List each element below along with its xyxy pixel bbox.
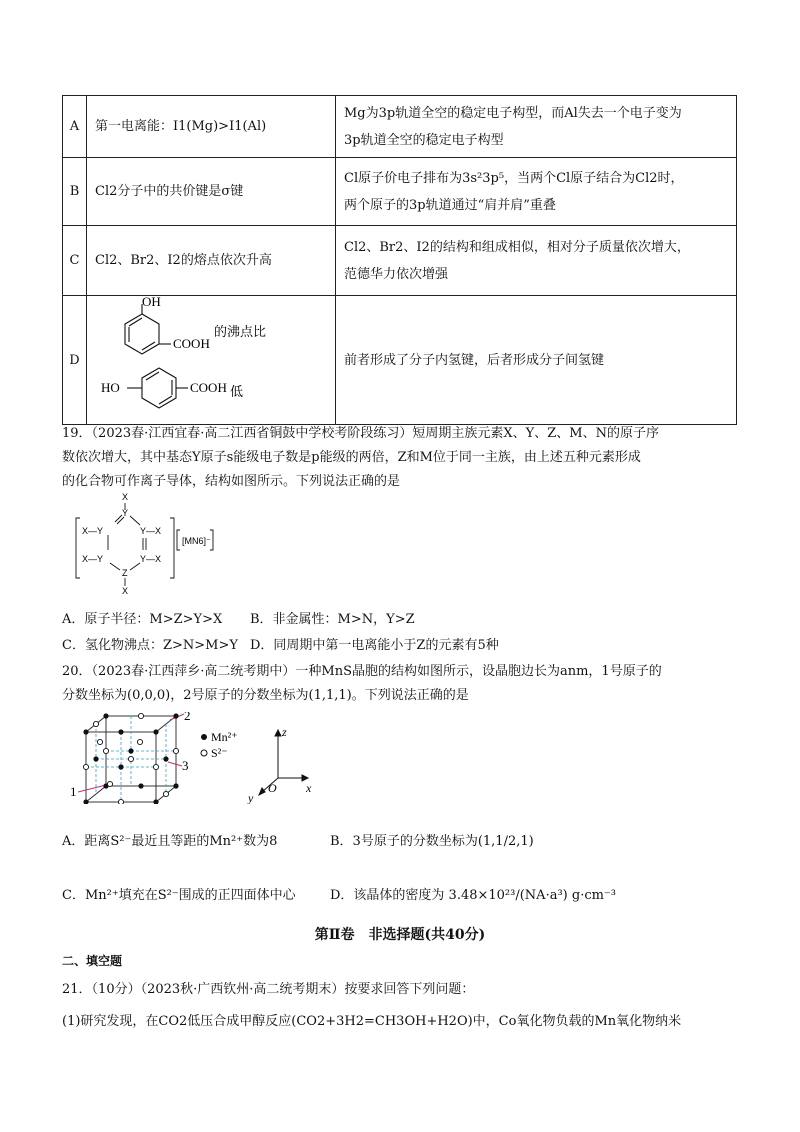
- q20-line: 20．（2023春·江西萍乡·高二统考期中）一种MnS晶胞的结构如图所示，设晶胞边长为anm，1号原子的: [62, 664, 662, 679]
- cooh-label: COOH: [173, 336, 210, 351]
- q19-option-a: A．原子半径：M>Z>Y>X: [62, 612, 223, 627]
- section-heading: 二、填空题: [62, 954, 123, 968]
- reason-line: Mg为3p轨道全空的稳定电子构型，而Al失去一个电子变为: [344, 105, 682, 121]
- reason-line: 前者形成了分子内氢键，后者形成分子间氢键: [344, 352, 605, 368]
- q20-option-a: A．距离S²⁻最近且等距的Mn²⁺数为8: [62, 834, 278, 849]
- ionic-structure-diagram: [70, 490, 230, 600]
- atom-1-label: 1: [70, 784, 77, 799]
- atom-xy: X—Y: [82, 526, 104, 536]
- oh-label: OH: [142, 296, 161, 309]
- q21-line: 21．（10分）（2023秋·广西钦州·高二统考期末）按要求回答下列问题：: [62, 982, 475, 997]
- q19-line: 19．（2023春·江西宜春·高二江西省铜鼓中学校考阶段练习）短周期主族元素X、Y、Z、M、N的原子序: [62, 426, 659, 441]
- legend-s: S²⁻: [211, 746, 228, 760]
- reason-line: 3p轨道全空的稳定电子构型: [344, 132, 504, 148]
- q19-line: 的化合物可作离子导体，结构如图所示。下列说法正确的是: [62, 474, 401, 489]
- atom-xy: X—Y: [82, 554, 104, 564]
- q21-line: (1)研究发现，在CO2低压合成甲醇反应(CO2+3H2=CH3OH+H2O)中，Co氧化物负载的Mn氧化物纳米: [62, 1014, 682, 1029]
- q19-option-c: C．氢化物沸点：Z>N>M>Y: [62, 638, 238, 653]
- row-reason: [336, 296, 737, 425]
- reason-line: 范德华力依次增强: [344, 266, 449, 282]
- reason-line: Cl2、Br2、I2的结构和组成相似，相对分子质量依次增大，: [344, 239, 690, 255]
- legend-mn: Mn²⁺: [211, 730, 238, 744]
- comparison-text: 的沸点比: [214, 325, 267, 340]
- benzoic-acid-structures: [87, 296, 335, 414]
- row-reason: [336, 158, 737, 226]
- axis-y: y: [248, 791, 254, 804]
- mns-unit-cell-diagram: [70, 712, 330, 804]
- q20-option-b: B．3号原子的分数坐标为(1,1/2,1): [330, 834, 534, 849]
- section-title: 第Ⅱ卷 非选择题(共40分): [314, 927, 486, 943]
- q20-line: 分数坐标为(0,0,0)，2号原子的分数坐标为(1,1,1)。下列说法正确的是: [62, 688, 469, 703]
- row-key: B: [63, 158, 87, 226]
- table-row: [63, 226, 737, 296]
- low-text: 低: [230, 385, 244, 400]
- table-row: [63, 96, 737, 158]
- atom-yx: Y—X: [140, 526, 162, 536]
- atom-y: Y: [122, 508, 129, 518]
- q19-option-d: D．同周期中第一电离能小于Z的元素有5种: [250, 638, 499, 653]
- row-key: A: [63, 96, 87, 158]
- reason-line: 两个原子的3p轨道通过“肩并肩”重叠: [344, 197, 556, 213]
- axis-x: x: [306, 781, 312, 795]
- table-row: [63, 296, 737, 425]
- options-table: [62, 95, 737, 425]
- atom-3-label: 3: [182, 758, 189, 773]
- row-key: D: [63, 296, 87, 425]
- row-statement: 第一电离能：I1(Mg)>I1(Al): [87, 96, 336, 158]
- row-key: C: [63, 226, 87, 296]
- q19-line: 数依次增大，其中基态Y原子s能级电子数是p能级的两倍，Z和M位于同一主族，由上述五种元素形成: [62, 450, 641, 465]
- table-row: [63, 158, 737, 226]
- row-statement-structures: [87, 296, 336, 425]
- row-reason: [336, 226, 737, 296]
- cooh-label: COOH: [190, 380, 227, 395]
- atom-z: Z: [122, 568, 128, 578]
- reason-line: Cl原子价电子排布为3s²3p⁵，当两个Cl原子结合为Cl2时，: [344, 170, 684, 186]
- atom-x: X: [122, 586, 129, 596]
- q20-option-d: D．该晶体的密度为 3.48×10²³/(NA·a³) g·cm⁻³: [330, 888, 617, 903]
- axis-o: O: [268, 781, 277, 795]
- q20-option-c: C．Mn²⁺填充在S²⁻围成的正四面体中心: [62, 888, 296, 903]
- row-statement: Cl2分子中的共价键是σ键: [87, 158, 336, 226]
- row-statement: Cl2、Br2、I2的熔点依次升高: [87, 226, 336, 296]
- ho-label: HO: [101, 380, 120, 395]
- atom-2-label: 2: [184, 712, 191, 723]
- axis-z: z: [282, 725, 287, 739]
- atom-x: X: [122, 492, 129, 502]
- atom-yx: Y—X: [140, 554, 162, 564]
- q19-option-b: B．非金属性：M>N，Y>Z: [250, 612, 415, 627]
- row-reason: [336, 96, 737, 158]
- anion-label: [MN6]⁻: [182, 536, 211, 546]
